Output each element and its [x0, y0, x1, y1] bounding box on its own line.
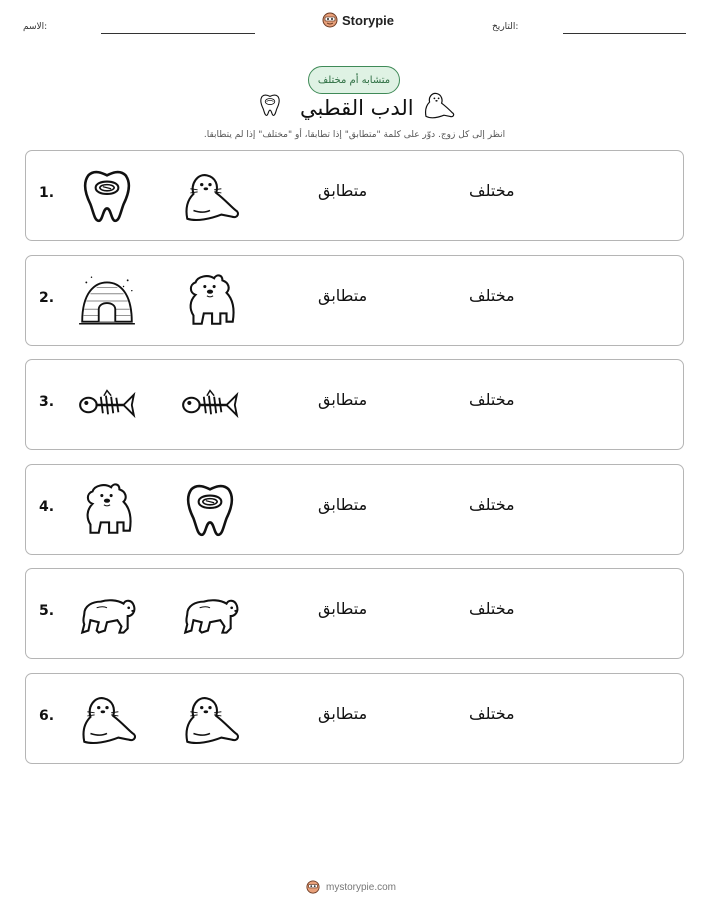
question-number: 6.: [39, 707, 55, 724]
question-row: [25, 673, 684, 764]
question-number: 3.: [39, 394, 55, 410]
walking-bear-icon: [179, 583, 241, 645]
polar-bear-icon: [76, 479, 138, 541]
polar-bear-icon: [179, 270, 241, 332]
different-option[interactable]: مختلف: [469, 494, 515, 514]
question-row: [25, 359, 684, 450]
tooth-icon: [76, 165, 138, 227]
igloo-icon: [76, 270, 138, 332]
seal-icon: [179, 165, 241, 227]
seal-icon: [179, 688, 241, 750]
question-number: 5.: [39, 603, 55, 619]
page-title: الدب القطبي: [300, 96, 414, 120]
name-line[interactable]: [101, 33, 255, 34]
question-number: 4.: [39, 498, 55, 515]
question-row: [25, 464, 684, 555]
different-option[interactable]: مختلف: [469, 703, 515, 723]
seal-icon: [76, 688, 138, 750]
question-number: 2.: [39, 289, 55, 306]
different-option[interactable]: مختلف: [469, 181, 515, 200]
walking-bear-icon: [76, 583, 138, 645]
question-row: [25, 568, 684, 659]
fish-skeleton-icon: [76, 374, 138, 436]
storypie-mascot-icon: [306, 880, 320, 894]
storypie-mascot-icon: [322, 12, 338, 28]
different-option[interactable]: مختلف: [469, 599, 515, 618]
date-line[interactable]: [563, 33, 686, 34]
footer: [306, 880, 396, 894]
name-label: الاسم:: [23, 22, 48, 32]
same-option[interactable]: متطابق: [318, 390, 368, 409]
fish-skeleton-icon: [179, 374, 241, 436]
same-option[interactable]: متطابق: [318, 181, 368, 200]
seal-icon: [420, 90, 456, 120]
instructions: انظر إلى كل زوج. دوّر على كلمة "متطابق" إذا تطابقا، أو "مختلف" إذا لم يتطابقا.: [203, 130, 506, 140]
footer-url[interactable]: mystorypie.com: [326, 881, 397, 893]
different-option[interactable]: مختلف: [469, 390, 515, 409]
same-option[interactable]: متطابق: [318, 599, 368, 618]
worksheet-type-badge: متشابه أم مختلف: [308, 66, 400, 94]
question-row: [25, 150, 684, 241]
question-row: [25, 255, 684, 346]
question-number: 1.: [39, 185, 55, 201]
tooth-icon: [257, 90, 283, 120]
date-label: التاريخ:: [492, 22, 519, 32]
brand-name: Storypie: [342, 12, 395, 28]
brand-logo: [322, 12, 394, 28]
different-option[interactable]: مختلف: [469, 285, 515, 305]
same-option[interactable]: متطابق: [318, 494, 368, 514]
same-option[interactable]: متطابق: [318, 703, 368, 723]
same-option[interactable]: متطابق: [318, 285, 368, 305]
tooth-icon: [179, 479, 241, 541]
